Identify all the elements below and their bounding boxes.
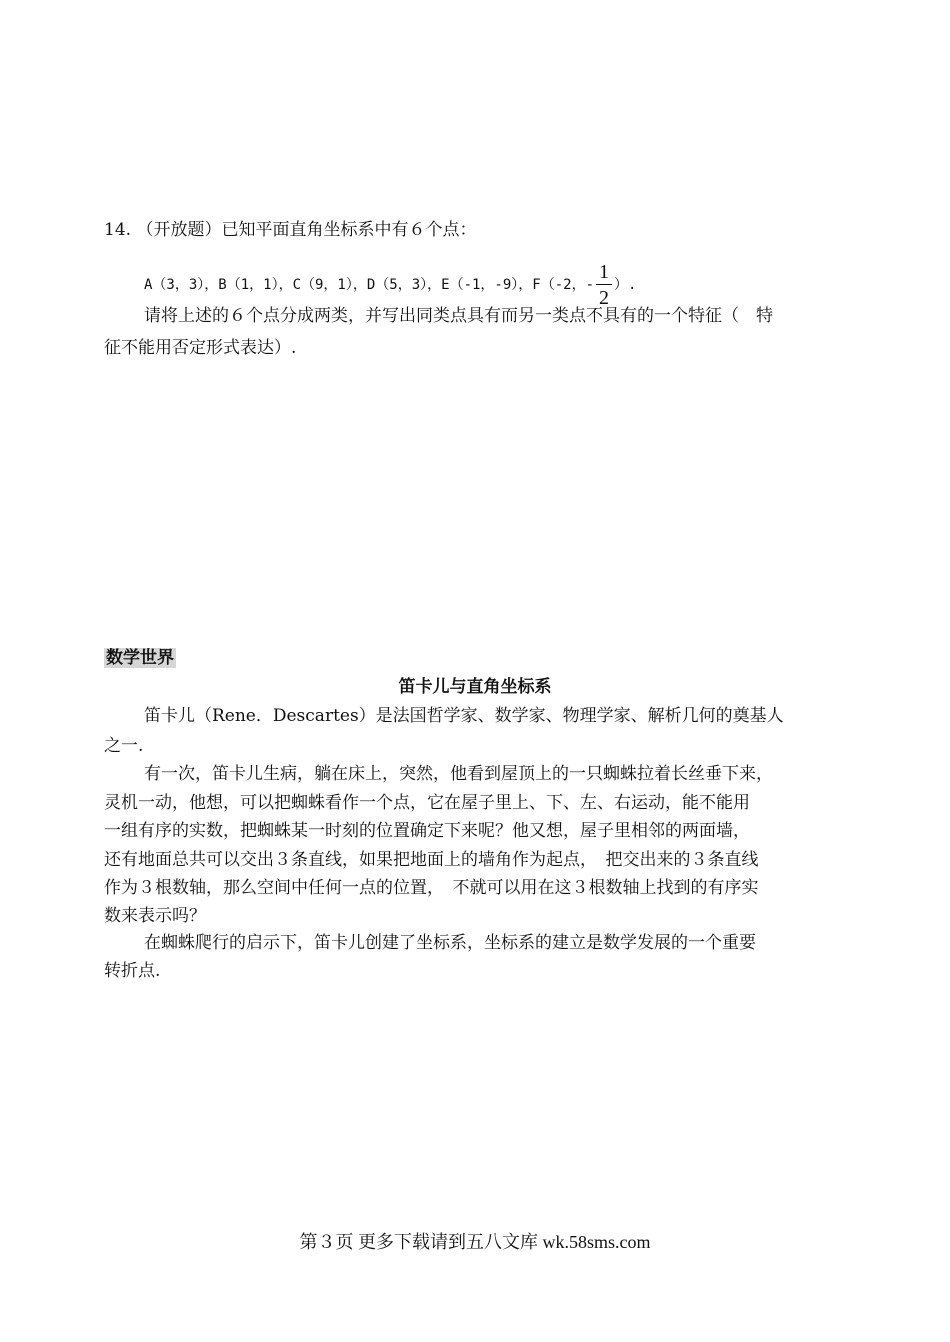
paragraph-3-line-1: 在蜘蛛爬行的启示下，笛卡儿创建了坐标系，坐标系的建立是数学发展的一个重要	[144, 933, 756, 953]
paragraph-1-line-2: 之一.	[104, 736, 144, 756]
question-14-stem	[104, 218, 476, 242]
points-text: A（3，3），B（1，1），C（9，1），D（5，3），E（-1，-9），F（-2，-	[144, 277, 595, 293]
paragraph-2-line-5: 作为３根数轴，那么空间中任何一点的位置， 不就可以用在这３根数轴上找到的有序实	[104, 878, 759, 898]
section-label	[104, 646, 176, 670]
fraction-denominator: 2	[599, 287, 610, 309]
fraction-numerator: 1	[596, 261, 612, 285]
paragraph-2-line-2: 灵机一动，他想，可以把蜘蛛看作一个点，它在屋子里上、下、左、右运动，能不能用	[104, 793, 750, 813]
question-instruction-line1: 请将上述的６个点分成两类，并写出同类点具有而另一类点不具有的一个特征（ 特	[144, 306, 773, 326]
math-world-label: 数学世界	[106, 648, 174, 668]
paragraph-2-line-4: 还有地面总共可以交出３条直线，如果把地面上的墙角作为起点， 把交出来的３条直线	[104, 850, 759, 870]
page-footer: 第３页 更多下载请到五八文库 wk.58sms.com	[299, 1232, 651, 1252]
paragraph-2-line-1: 有一次，笛卡儿生病，躺在床上，突然，他看到屋顶上的一只蜘蛛拉着长丝垂下来，	[144, 764, 773, 784]
paragraph-3-line-2: 转折点.	[104, 961, 161, 981]
points-text-end: ）.	[614, 277, 637, 293]
paragraph-1-line-1: 笛卡儿（Rene．Descartes）是法国哲学家、数学家、物理学家、解析几何的奠基人	[144, 706, 784, 726]
fraction-one-half	[596, 261, 612, 309]
points-list	[144, 261, 636, 309]
question-stem: （开放题）已知平面直角坐标系中有６个点：	[136, 220, 477, 240]
question-instruction-line2: 征不能用否定形式表达）.	[104, 338, 297, 358]
article-title: 笛卡儿与直角坐标系	[398, 677, 552, 697]
paragraph-2-line-6: 数来表示吗？	[104, 906, 206, 926]
paragraph-2-line-3: 一组有序的实数，把蜘蛛某一时刻的位置确定下来呢？他又想，屋子里相邻的两面墙，	[104, 821, 750, 841]
question-number: 14.	[104, 220, 132, 240]
